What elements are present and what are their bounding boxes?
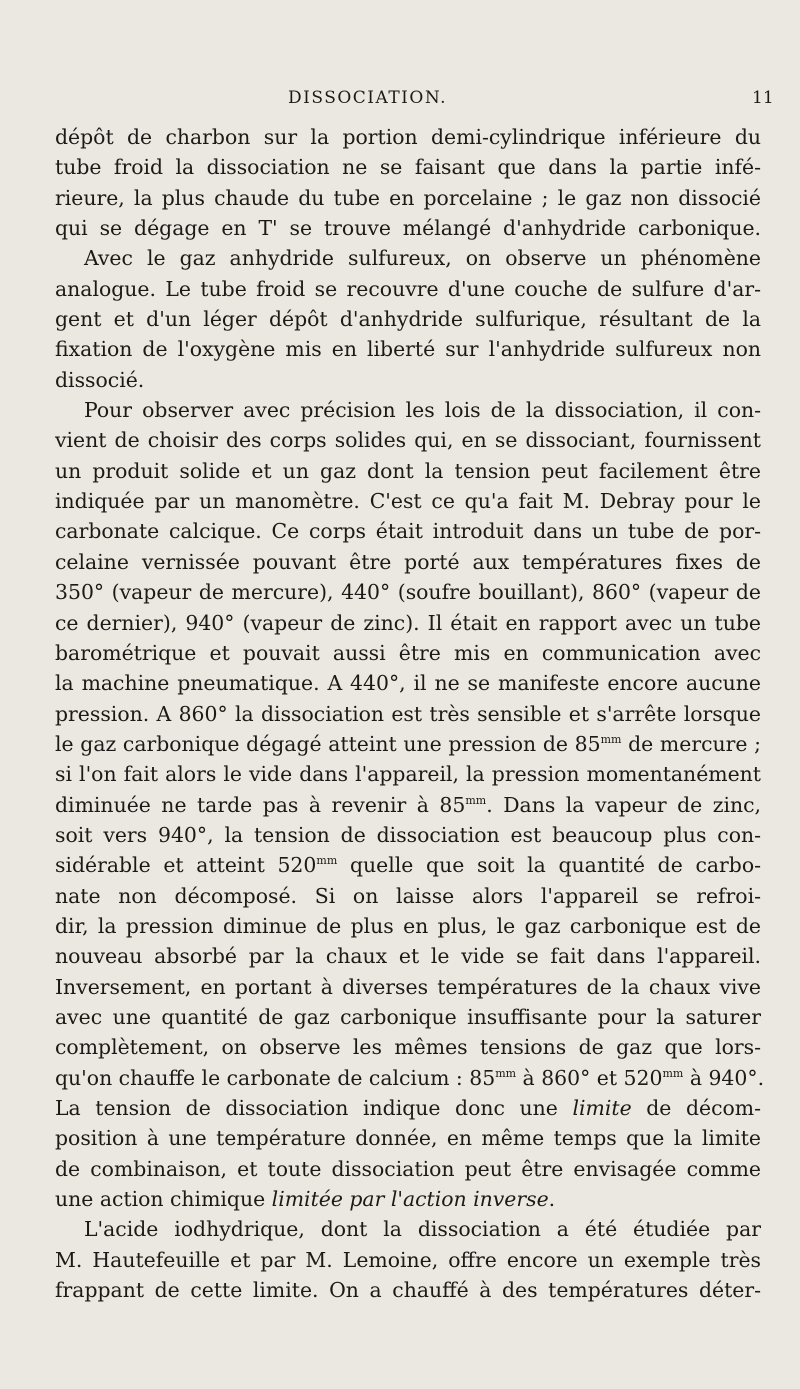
text-line: dir, la pression diminue de plus en plus, le gaz carbonique est de xyxy=(55,913,761,938)
text-segment: le gaz carbonique dégagé atteint une pression de 85 xyxy=(55,731,601,756)
text-line: gent et d'un léger dépôt d'anhydride sulfurique, résultant de la xyxy=(55,307,761,332)
text-line: la machine pneumatique. A 440°, il ne se manifeste encore aucune xyxy=(55,671,761,696)
text-line xyxy=(55,729,761,759)
text-line: frappant de cette limite. On a chauffé à des températures déter- xyxy=(55,1278,761,1303)
text-line: tube froid la dissociation ne se faisant que dans la partie infé- xyxy=(55,155,761,180)
text-line xyxy=(55,790,761,820)
text-segment: à 940°. xyxy=(683,1065,765,1090)
text-line: indiquée par un manomètre. C'est ce qu'a fait M. Debray pour le xyxy=(55,489,761,514)
text-segment: La tension de dissociation indique donc une xyxy=(55,1096,558,1120)
text-line: Pour observer avec précision les lois de la dissociation, il con- xyxy=(84,398,761,423)
text-line: soit vers 940°, la tension de dissociation est beaucoup plus con- xyxy=(55,822,761,847)
text-line: nate non décomposé. Si on laisse alors l'appareil se refroi- xyxy=(55,883,761,908)
text-line: ce dernier), 940° (vapeur de zinc). Il était en rapport avec un tube xyxy=(55,610,761,635)
text-segment: quelle que soit la quantité de carbo- xyxy=(337,853,761,878)
text-segment: diminuée ne tarde pas à revenir à 85 xyxy=(55,792,466,817)
text-segment: une action chimique xyxy=(55,1187,266,1212)
text-line: avec une quantité de gaz carbonique insuffisante pour la saturer xyxy=(55,1004,761,1029)
text-line xyxy=(55,850,761,880)
running-title: DISSOCIATION. xyxy=(288,88,448,108)
text-segment: . xyxy=(548,1187,556,1212)
text-line: rieure, la plus chaude du tube en porcelaine ; le gaz non dissocié xyxy=(55,185,761,210)
text-line: vient de choisir des corps solides qui, en se dissociant, fournissent xyxy=(55,428,761,453)
text-line xyxy=(55,1093,761,1123)
text-segment: de mercure ; xyxy=(621,731,761,756)
text-line: L'acide iodhydrique, dont la dissociation a été étudiée par xyxy=(84,1217,761,1242)
text-line: Avec le gaz anhydride sulfureux, on observe un phénomène xyxy=(84,246,761,271)
text-line: qui se dégage en T' se trouve mélangé d'anhydride carbonique. xyxy=(55,216,761,241)
superscript-unit: mm xyxy=(316,854,338,868)
body-text xyxy=(55,122,765,1305)
text-line: de combinaison, et toute dissociation peut être envisagée comme xyxy=(55,1156,761,1181)
text-line: barométrique et pouvait aussi être mis en communication avec xyxy=(55,640,761,665)
text-segment: de décom- xyxy=(631,1096,762,1120)
emphasis-text: limitée par l'action inverse xyxy=(271,1187,549,1212)
text-line: analogue. Le tube froid se recouvre d'une couche de sulfure d'ar- xyxy=(55,276,761,301)
superscript-unit: mm xyxy=(600,733,622,747)
page-number: 11 xyxy=(752,88,774,108)
text-line: complètement, on observe les mêmes tensions de gaz que lors- xyxy=(55,1035,761,1060)
text-line: fixation de l'oxygène mis en liberté sur l'anhydride sulfureux non xyxy=(55,337,761,362)
text-line: si l'on fait alors le vide dans l'appareil, la pression momentanément xyxy=(55,762,761,787)
text-line: dissocié. xyxy=(55,367,145,392)
text-line: position à une température donnée, en même temps que la limite xyxy=(55,1126,761,1151)
text-segment: . Dans la vapeur de zinc, xyxy=(486,792,761,817)
text-line xyxy=(55,1063,765,1093)
text-segment: qu'on chauffe le carbonate de calcium : 85 xyxy=(55,1065,496,1090)
superscript-unit: mm xyxy=(662,1066,684,1080)
page-header xyxy=(0,88,800,118)
text-segment: à 860° et 520 xyxy=(516,1065,663,1090)
text-line: un produit solide et un gaz dont la tension peut facilement être xyxy=(55,458,761,483)
text-line: M. Hautefeuille et par M. Lemoine, offre encore un exemple très xyxy=(55,1247,761,1272)
text-line: nouveau absorbé par la chaux et le vide se fait dans l'appareil. xyxy=(55,944,761,969)
text-segment: sidérable et atteint 520 xyxy=(55,853,317,878)
text-line: dépôt de charbon sur la portion demi-cylindrique inférieure du xyxy=(55,125,761,149)
emphasis-text: limite xyxy=(572,1096,632,1120)
superscript-unit: mm xyxy=(465,793,487,807)
superscript-unit: mm xyxy=(495,1066,517,1080)
text-line: 350° (vapeur de mercure), 440° (soufre bouillant), 860° (vapeur de xyxy=(55,580,761,605)
text-line xyxy=(55,1184,761,1214)
text-line: carbonate calcique. Ce corps était introduit dans un tube de por- xyxy=(55,519,761,544)
text-line: Inversement, en portant à diverses températures de la chaux vive xyxy=(55,974,761,999)
text-line: celaine vernissée pouvant être porté aux températures fixes de xyxy=(55,549,761,574)
text-line: pression. A 860° la dissociation est très sensible et s'arrête lorsque xyxy=(55,701,761,726)
